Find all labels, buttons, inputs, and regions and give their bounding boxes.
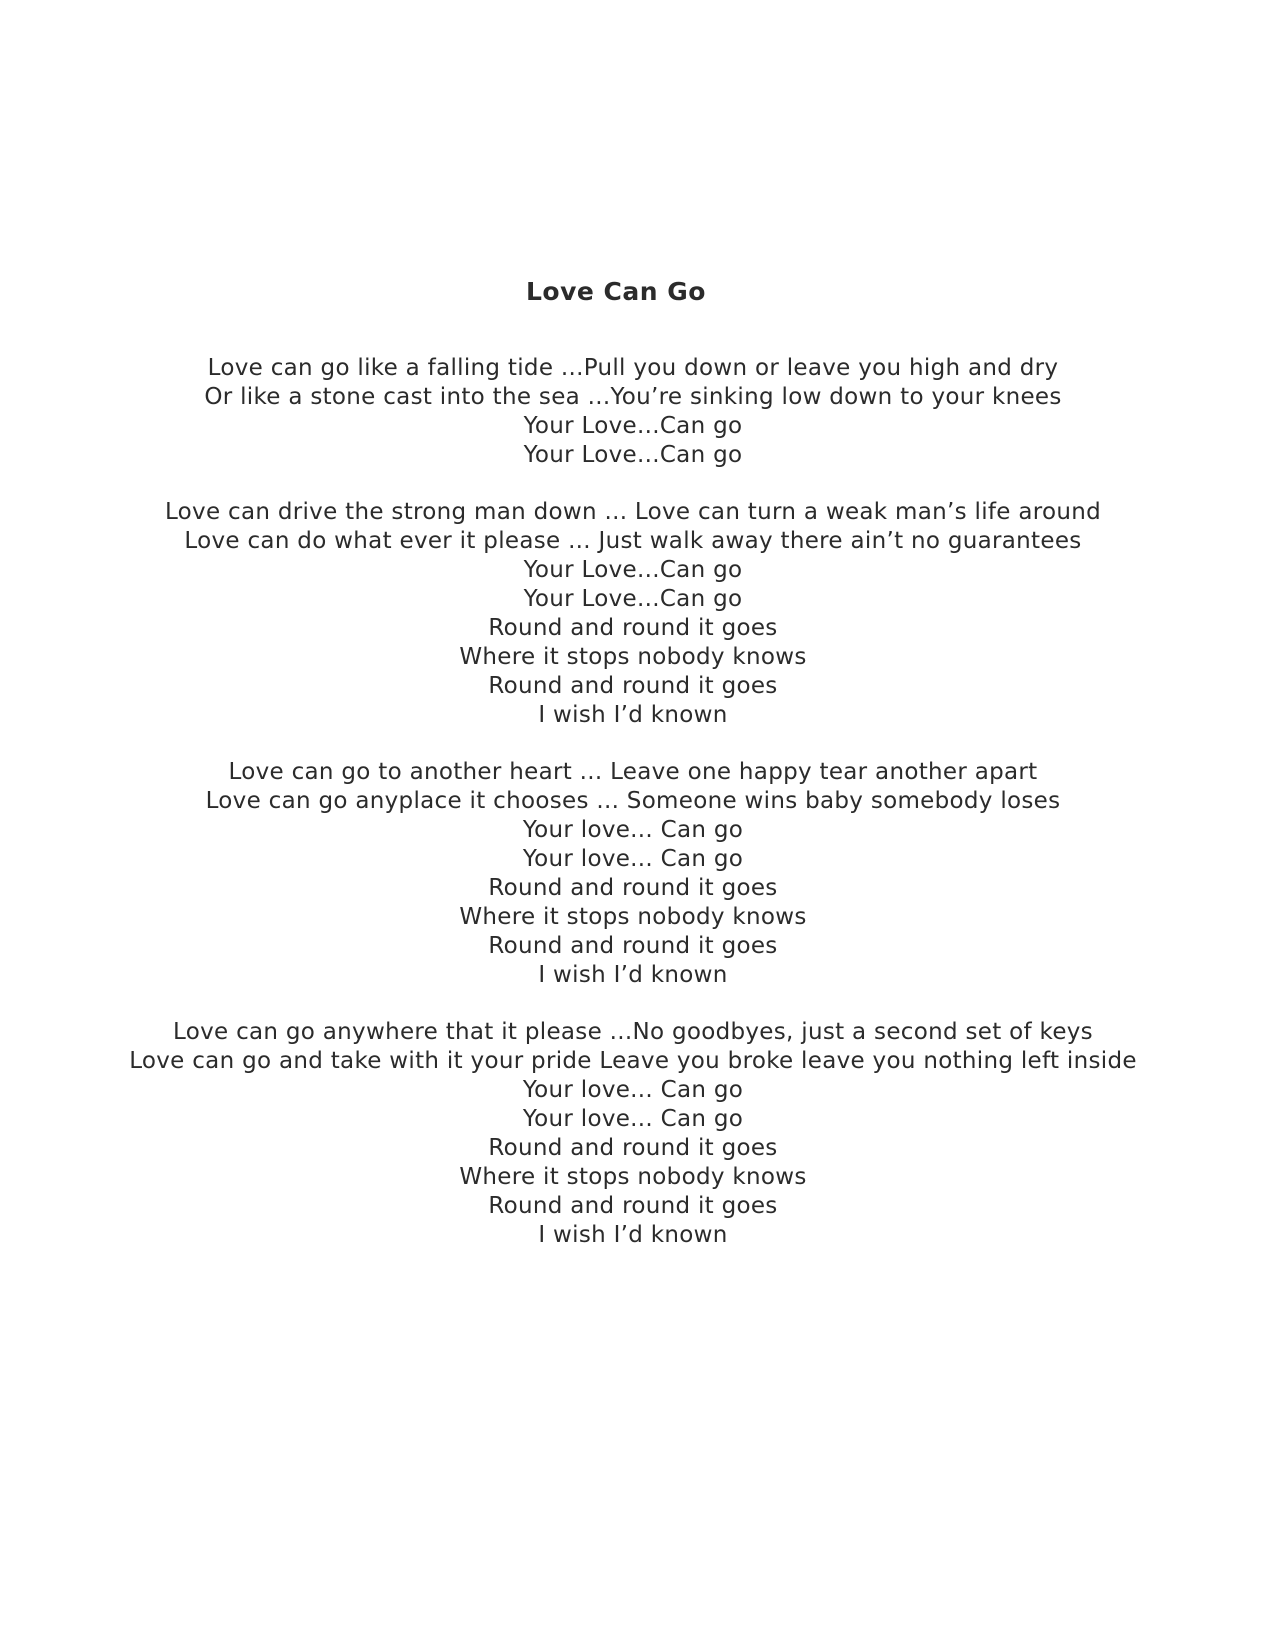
- stanza-2: [0, 498, 1266, 730]
- lyric-line: Your love... Can go: [522, 817, 744, 843]
- lyric-line: Your Love...Can go: [523, 586, 743, 612]
- lyric-line: Your love... Can go: [522, 1106, 744, 1132]
- lyric-line: Love can go anyplace it chooses ... Someone wins baby somebody loses: [205, 788, 1061, 814]
- lyric-line: Your love... Can go: [522, 1077, 744, 1103]
- lyric-line: Your Love...Can go: [523, 442, 743, 468]
- lyric-line: I wish I’d known: [538, 1222, 728, 1248]
- lyric-line: Your Love...Can go: [523, 413, 743, 439]
- lyric-line: I wish I’d known: [538, 962, 728, 988]
- lyric-line: Where it stops nobody knows: [459, 644, 807, 670]
- stanza-1: [0, 354, 1266, 470]
- lyric-line: Where it stops nobody knows: [459, 904, 807, 930]
- lyric-line: Love can go to another heart ... Leave one happy tear another apart: [228, 759, 1038, 785]
- lyric-line: Love can go like a falling tide ...Pull you down or leave you high and dry: [207, 355, 1059, 381]
- lyric-line: Round and round it goes: [488, 615, 778, 641]
- stanza-4: [0, 1018, 1266, 1250]
- lyric-line: Love can do what ever it please ... Just walk away there ain’t no guarantees: [184, 528, 1082, 554]
- lyric-line: Your Love...Can go: [523, 557, 743, 583]
- lyric-line: Round and round it goes: [488, 875, 778, 901]
- lyric-line: Love can drive the strong man down ... Love can turn a weak man’s life around: [164, 499, 1102, 525]
- lyric-line: Love can go and take with it your pride Leave you broke leave you nothing left inside: [129, 1048, 1137, 1074]
- lyric-line: Round and round it goes: [488, 1193, 778, 1219]
- lyric-line: Round and round it goes: [488, 673, 778, 699]
- stanza-3: [0, 758, 1266, 990]
- song-title: Love Can Go: [526, 277, 706, 306]
- lyrics-body: [0, 354, 1266, 1250]
- lyric-line: Or like a stone cast into the sea ...You’re sinking low down to your knees: [204, 384, 1062, 410]
- lyric-line: Love can go anywhere that it please ...No goodbyes, just a second set of keys: [173, 1019, 1093, 1045]
- lyric-line: Where it stops nobody knows: [459, 1164, 807, 1190]
- lyric-line: I wish I’d known: [538, 702, 728, 728]
- lyric-line: Your love... Can go: [522, 846, 744, 872]
- lyric-line: Round and round it goes: [488, 1135, 778, 1161]
- lyric-line: Round and round it goes: [488, 933, 778, 959]
